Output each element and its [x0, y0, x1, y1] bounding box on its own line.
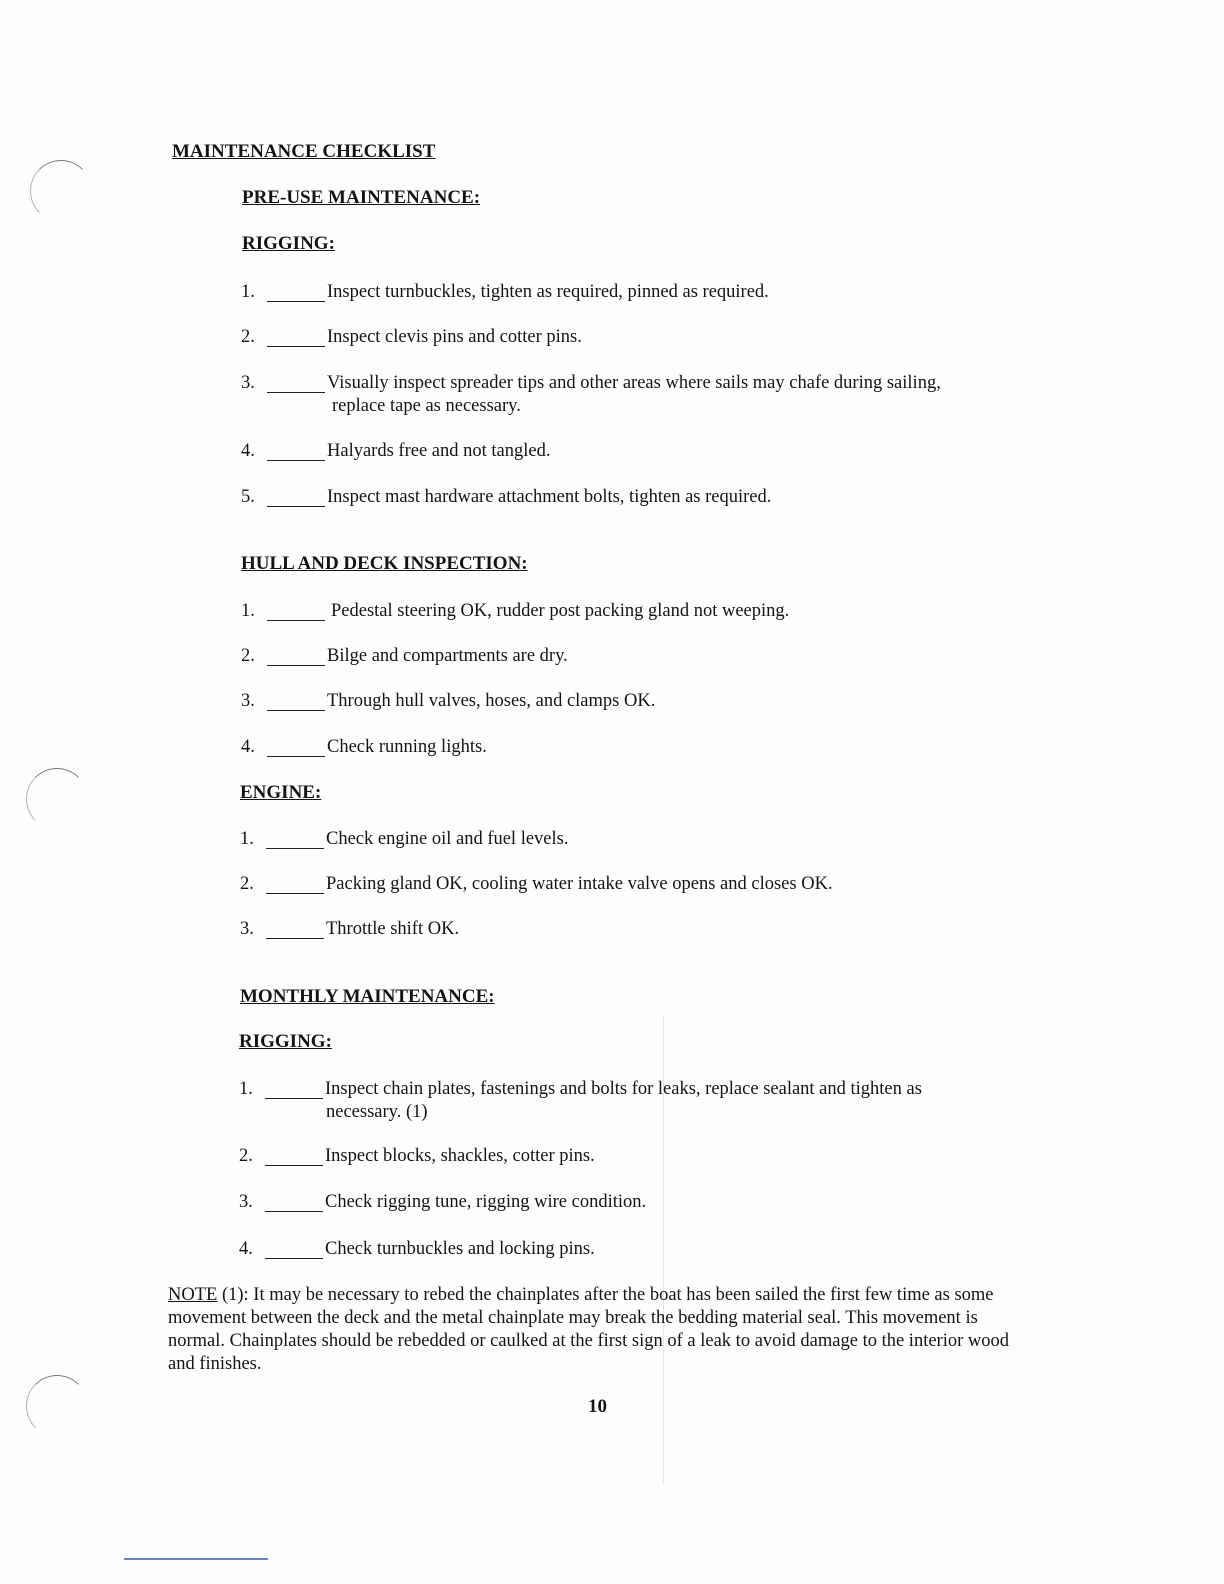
check-blank[interactable]	[267, 460, 325, 461]
check-blank[interactable]	[267, 301, 325, 302]
page-number: 10	[588, 1396, 607, 1417]
item-text: Halyards free and not tangled.	[327, 441, 551, 461]
item-number: 3.	[240, 919, 254, 939]
item-number: 3.	[241, 373, 255, 393]
check-blank[interactable]	[267, 346, 325, 347]
binder-hole-mark	[26, 768, 88, 830]
item-text: Inspect mast hardware attachment bolts, tighten as required.	[327, 487, 772, 507]
item-text: Bilge and compartments are dry.	[327, 646, 568, 666]
pre-use-rigging-heading: RIGGING:	[242, 233, 335, 254]
item-text: Through hull valves, hoses, and clamps OK.	[327, 691, 656, 711]
item-text: Inspect chain plates, fastenings and bolts for leaks, replace sealant and tighten as	[325, 1079, 922, 1099]
note-text: (1): It may be necessary to rebed the chainplates after the boat has been sailed the first few time as some movement between the deck and the metal chainplate may break the bedding material seal. This movement is normal. Chainplates should be rebedded or caulked at the first sign of a leak to avoid damage to the interior wood and finishes.	[168, 1285, 1009, 1374]
engine-heading: ENGINE:	[240, 782, 322, 803]
item-number: 2.	[240, 874, 254, 894]
note-label: NOTE	[168, 1285, 218, 1305]
bottom-edge-line	[124, 1558, 268, 1560]
item-text: Check running lights.	[327, 737, 487, 757]
check-blank[interactable]	[265, 1258, 323, 1259]
note-paragraph	[168, 1284, 1028, 1376]
item-number: 4.	[239, 1239, 253, 1259]
check-blank[interactable]	[267, 756, 325, 757]
item-text-continued: replace tape as necessary.	[332, 396, 521, 416]
pre-use-heading: PRE-USE MAINTENANCE:	[242, 187, 481, 208]
check-blank[interactable]	[267, 392, 325, 393]
monthly-heading: MONTHLY MAINTENANCE:	[240, 986, 495, 1007]
monthly-rigging-heading: RIGGING:	[239, 1031, 332, 1052]
item-text: Check engine oil and fuel levels.	[326, 829, 569, 849]
check-blank[interactable]	[265, 1211, 323, 1212]
check-blank[interactable]	[267, 620, 325, 621]
item-number: 1.	[241, 601, 255, 621]
item-number: 3.	[239, 1192, 253, 1212]
check-blank[interactable]	[265, 1165, 323, 1166]
item-text: Check rigging tune, rigging wire condition.	[325, 1192, 647, 1212]
hull-deck-heading: HULL AND DECK INSPECTION:	[241, 553, 528, 574]
item-number: 4.	[241, 737, 255, 757]
binder-hole-mark	[26, 1375, 88, 1437]
item-text-continued: necessary. (1)	[326, 1102, 428, 1122]
item-number: 1.	[240, 829, 254, 849]
check-blank[interactable]	[267, 710, 325, 711]
item-number: 3.	[241, 691, 255, 711]
item-text: Pedestal steering OK, rudder post packing gland not weeping.	[331, 601, 790, 621]
item-text: Packing gland OK, cooling water intake valve opens and closes OK.	[326, 874, 833, 894]
item-text: Inspect turnbuckles, tighten as required, pinned as required.	[327, 282, 769, 302]
item-number: 5.	[241, 487, 255, 507]
check-blank[interactable]	[266, 848, 324, 849]
document-title: MAINTENANCE CHECKLIST	[172, 141, 436, 162]
item-number: 4.	[241, 441, 255, 461]
item-number: 2.	[239, 1146, 253, 1166]
item-number: 1.	[239, 1079, 253, 1099]
check-blank[interactable]	[267, 665, 325, 666]
check-blank[interactable]	[266, 893, 324, 894]
check-blank[interactable]	[266, 938, 324, 939]
check-blank[interactable]	[267, 506, 325, 507]
item-number: 2.	[241, 646, 255, 666]
check-blank[interactable]	[265, 1098, 323, 1099]
item-text: Inspect clevis pins and cotter pins.	[327, 327, 582, 347]
binder-hole-mark	[30, 160, 92, 222]
item-number: 2.	[241, 327, 255, 347]
item-text: Inspect blocks, shackles, cotter pins.	[325, 1146, 595, 1166]
item-text: Check turnbuckles and locking pins.	[325, 1239, 595, 1259]
item-text: Visually inspect spreader tips and other areas where sails may chafe during sailing,	[327, 373, 941, 393]
item-number: 1.	[241, 282, 255, 302]
item-text: Throttle shift OK.	[326, 919, 460, 939]
